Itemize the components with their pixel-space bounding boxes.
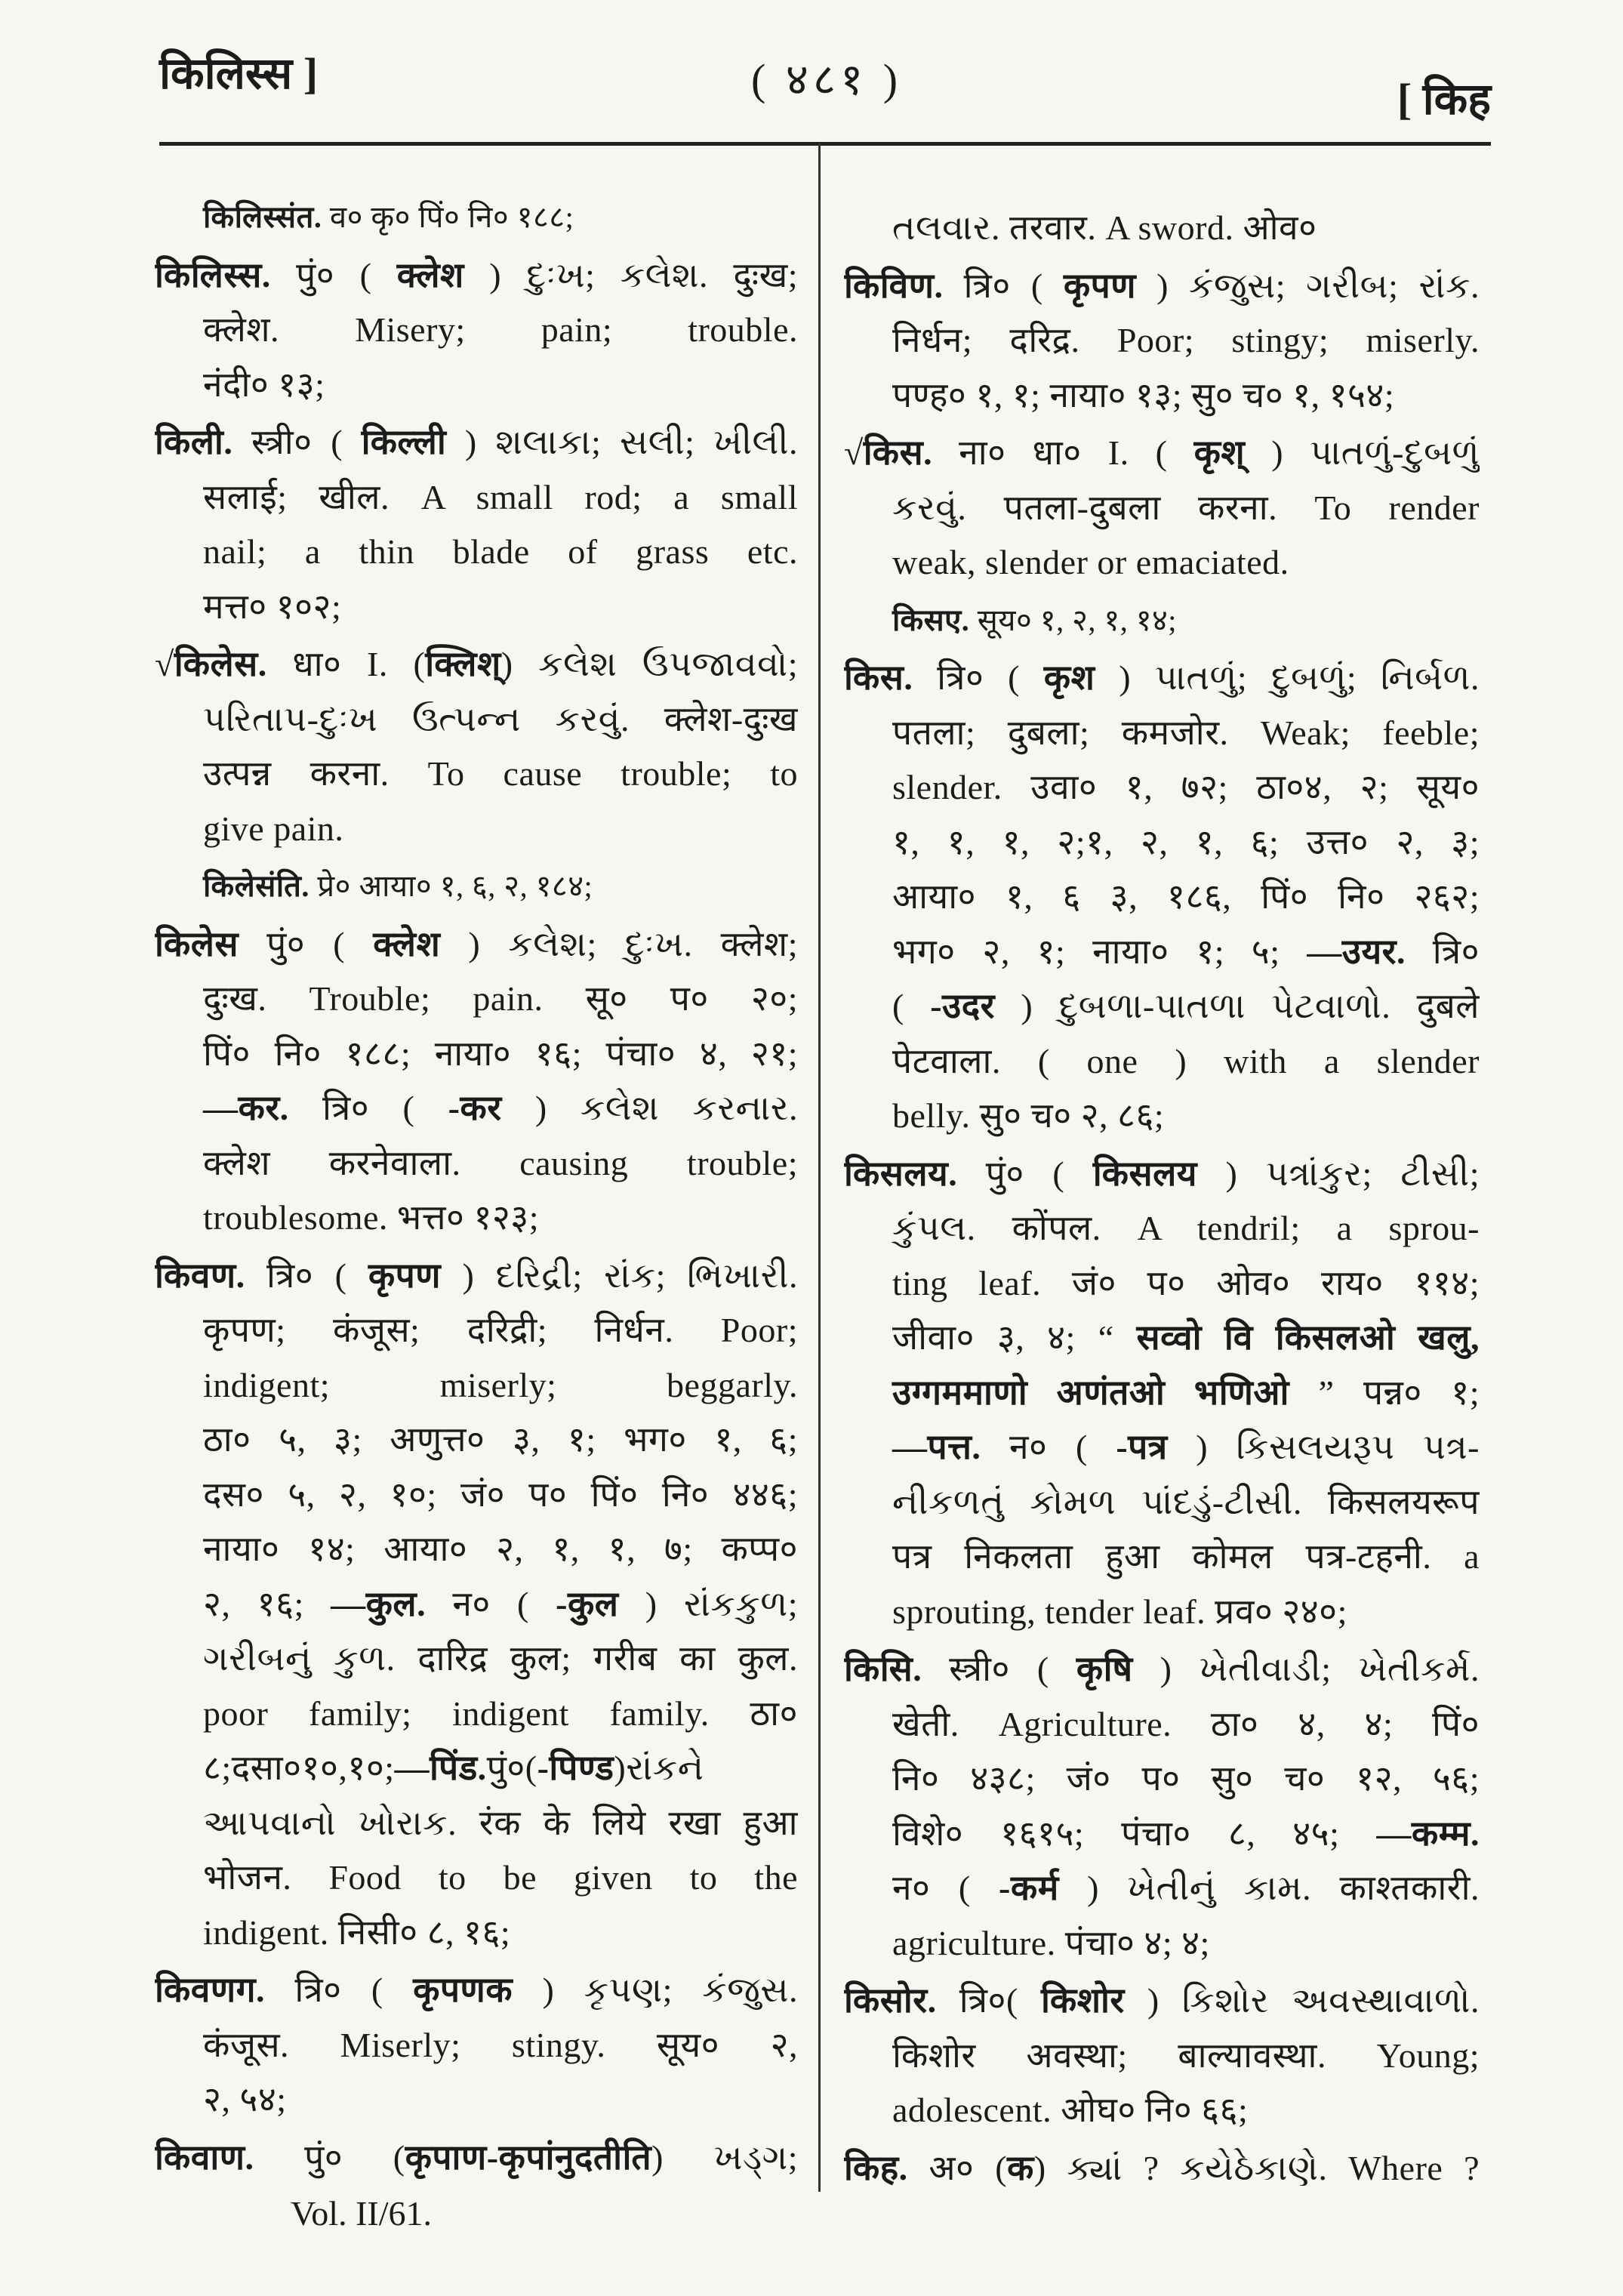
entry-text: त्रि० (	[264, 1971, 414, 2009]
entry-line	[844, 481, 1480, 536]
entry-text: त्रि० (	[288, 1089, 448, 1127]
entry-line	[844, 870, 1480, 925]
headword: किलिस्संत.	[203, 200, 322, 234]
bold-term: कृपण	[1063, 266, 1137, 305]
entry-text: ) દરિદ્રી; રાંક; ભિખારી.	[441, 1256, 798, 1295]
entry-text: ) પાતળું; દુબળું; નિર્બળ.	[1095, 658, 1480, 697]
entry-text: ) કલેશ ઉપજાવવો;	[500, 645, 798, 683]
entry-text: sprouting, tender leaf. प्रव० २४०;	[892, 1592, 1347, 1631]
entry-text: मत्त० १०२;	[203, 587, 342, 626]
entry-text: ) દુઃખ; કલેશ. दुःख;	[463, 255, 798, 294]
entry-text: નીકળતું કોમળ પાંદડું-ટીસી. किसलयरूप	[892, 1482, 1480, 1521]
entry-text: nail; a thin blade of grass etc.	[203, 532, 798, 571]
entry-line	[155, 802, 798, 857]
entry-text: slender. उवा० १, ७२; ठा०४, २; सूय०	[892, 768, 1480, 806]
entry-line	[155, 1358, 798, 1413]
bold-term: कृषि	[1076, 1650, 1133, 1688]
bold-term: -उदर	[930, 987, 995, 1025]
headword: √किलेस.	[155, 645, 267, 683]
entry-text: ८;दसा०१०,१०;	[203, 1749, 395, 1787]
entry-text: पुं०(	[486, 1749, 537, 1787]
entry-text: खेती. Agriculture. ठा० ४, ४; पिं०	[892, 1704, 1480, 1743]
dictionary-entry	[844, 1147, 1480, 1640]
bold-term: —पत्त.	[892, 1428, 981, 1466]
entry-text: give pain.	[203, 809, 344, 848]
entry-line	[155, 1851, 798, 1906]
entry-line	[155, 1468, 798, 1523]
entry-text: पेटवाला. ( one ) with a slender	[892, 1041, 1480, 1080]
bold-term: कृपणक	[413, 1971, 513, 2009]
entry-line	[155, 470, 798, 525]
dictionary-entry	[155, 1963, 798, 2128]
entry-text: जीवा० ३, ४; “	[892, 1318, 1137, 1357]
bold-term: उग्गममाणो अणंतओ भणिओ	[892, 1373, 1289, 1412]
entry-line	[155, 580, 798, 635]
entry-line	[155, 358, 798, 413]
headword: किसोर.	[844, 1981, 937, 2020]
entry-text: agriculture. पंचा० ४; ४;	[892, 1923, 1210, 1962]
entry-line	[844, 1642, 1480, 1697]
headword: किसए.	[892, 603, 970, 637]
entry-text: ) કંજુસ; ગરીબ; રાંક.	[1136, 266, 1480, 305]
entry-text: व० कृ० पिं० नि० १८८;	[322, 200, 574, 234]
entry-text: adolescent. ओघ० नि० ६६;	[892, 2091, 1249, 2129]
headword: किविण.	[844, 266, 944, 305]
headword: √किस.	[844, 433, 933, 472]
entry-line	[155, 1303, 798, 1358]
bold-term: -कुल	[556, 1584, 619, 1623]
bold-term: -कर्म	[999, 1869, 1059, 1907]
entry-line	[155, 859, 798, 914]
derived-form	[155, 190, 798, 245]
entry-text: ) કલેશ કરનાર.	[501, 1089, 798, 1127]
entry-text: त्रि०(	[936, 1981, 1041, 2020]
entry-text: आया० १, ६ ३, १८६, पिं० नि० २६२;	[892, 877, 1480, 916]
entry-text: (	[892, 987, 931, 1025]
entry-text: ) કિશોર અવસ્થાવાળો.	[1124, 1981, 1480, 2020]
entry-line	[155, 917, 798, 972]
entry-text: ગરીબનું કુળ. दारिद्र कुल; गरीब का कुल.	[203, 1639, 798, 1678]
entry-text: ) ખડ્ગ;	[651, 2137, 798, 2177]
entry-text: ठा० ५, ३; अणुत्त० ३, १; भग० १, ६;	[203, 1420, 798, 1459]
entry-line	[155, 1191, 798, 1246]
entry-line	[155, 415, 798, 470]
entry-text: पतला; दुबला; कमजोर. Weak; feeble;	[892, 713, 1480, 752]
entry-text: न० (	[892, 1869, 999, 1907]
headword: किवाण.	[155, 2137, 254, 2177]
entry-line	[155, 2131, 798, 2186]
entry-line	[844, 1807, 1480, 1862]
bold-term: कृपाण-कृपांनुदतीति	[405, 2137, 652, 2177]
entry-line	[844, 1752, 1480, 1807]
entry-text: नंदी० १३;	[203, 365, 325, 404]
dictionary-entry	[844, 2141, 1480, 2196]
derived-form	[844, 593, 1480, 649]
dictionary-entry	[844, 1642, 1480, 1971]
entry-text: આપવાનો ખોરાક. रंक के लिये रखा हुआ	[203, 1803, 798, 1842]
bold-term: क्लेश	[373, 924, 441, 963]
bold-term: क	[1007, 2148, 1034, 2187]
entry-text: poor family; indigent family. ठा०	[203, 1693, 798, 1733]
entry-text: २, १६;	[203, 1584, 331, 1623]
dictionary-entry	[844, 426, 1480, 590]
entry-line	[844, 1585, 1480, 1640]
headword: किह.	[844, 2148, 908, 2187]
entry-line	[844, 1089, 1480, 1144]
entry-line	[844, 2141, 1480, 2196]
entry-line	[155, 1687, 798, 1742]
entry-line	[155, 692, 798, 747]
entry-line	[155, 1249, 798, 1304]
entry-line	[155, 637, 798, 692]
entry-text: त्रि०	[1406, 932, 1480, 971]
bold-term: कृश	[1043, 658, 1095, 697]
bold-term: किसलय	[1092, 1154, 1197, 1193]
headword: किसलय.	[844, 1154, 958, 1193]
entry-text: प्रे० आया० १, ६, २, १८४;	[309, 869, 593, 903]
entry-line	[844, 1147, 1480, 1202]
headword: किवण.	[155, 1256, 245, 1295]
entry-text: ” पन्न० १;	[1289, 1373, 1480, 1412]
column-divider	[818, 143, 821, 2192]
entry-text: अ० (	[907, 2148, 1008, 2187]
entry-line	[844, 1475, 1480, 1530]
entry-text: ) ખેતીનું કામ. काश्तकारी.	[1058, 1869, 1480, 1907]
dictionary-entry	[155, 248, 798, 413]
entry-text: troublesome. भत्त० १२३;	[203, 1198, 539, 1237]
entry-line	[155, 248, 798, 304]
entry-text: पुं० (	[270, 255, 397, 294]
entry-text: क्लेश करनेवाला. causing trouble;	[203, 1143, 798, 1182]
entry-text: पुं० (	[254, 2137, 405, 2177]
bold-term: -कर	[448, 1089, 502, 1127]
entry-text: ना० धा० I. (	[932, 433, 1194, 472]
entry-line	[844, 651, 1480, 706]
running-head-first-word: किलिस्स ]	[159, 49, 319, 98]
bold-term: -पत्र	[1116, 1428, 1168, 1466]
entry-line	[844, 1974, 1480, 2029]
bold-term: कृपण	[368, 1256, 442, 1295]
entry-line	[844, 1201, 1480, 1256]
left-column	[155, 190, 798, 2185]
entry-text: ) કૃપણ; કંજુસ.	[513, 1971, 798, 2009]
entry-line	[844, 593, 1480, 649]
entry-text: पत्र निकलता हुआ कोमल पत्र-टहनी. a	[892, 1537, 1480, 1576]
entry-line	[844, 368, 1480, 424]
dictionary-entry	[155, 917, 798, 1246]
entry-text: ) દુબળા-પાતળા પેટવાળો. दुबले	[994, 987, 1480, 1025]
entry-line	[844, 1256, 1480, 1311]
entry-text: न० (	[981, 1428, 1116, 1466]
entry-text: भग० २, १; नाया० १; ५;	[892, 932, 1307, 971]
entry-text: belly. सु० च० २, ८६;	[892, 1096, 1165, 1135]
entry-line	[844, 259, 1480, 314]
entry-text: १, १, १, २;१, २, १, ६; उत्त० २, ३;	[892, 822, 1480, 861]
entry-line	[844, 760, 1480, 815]
entry-line	[155, 1632, 798, 1687]
entry-text: त्रि० (	[245, 1256, 368, 1295]
entry-text: पिं० नि० १८८; नाया० १६; पंचा० ४, २१;	[203, 1034, 798, 1073]
entry-text: न० (	[426, 1584, 556, 1623]
entry-text: ) કલેશ; દુઃખ. क्लेश;	[440, 924, 798, 963]
entry-text: ) કિસલયરૂપ પત્ર-	[1167, 1428, 1480, 1466]
entry-line	[844, 1697, 1480, 1752]
dictionary-entry	[155, 1249, 798, 1961]
entry-text: २, ५४;	[203, 2080, 287, 2119]
bold-term: क्लिश्	[425, 645, 501, 683]
bold-term: किशोर	[1040, 1981, 1125, 2020]
entry-line	[844, 979, 1480, 1034]
entry-line	[844, 1916, 1480, 1971]
entry-text: पण्ह० १, १; नाया० १३; सु० च० १, १५४;	[892, 375, 1395, 415]
entry-text: કરવું. पतला-दुबला करना. To render	[892, 488, 1480, 527]
entry-line	[155, 525, 798, 580]
entry-text: ) પત્રાંકુર; ટીસી;	[1196, 1154, 1480, 1193]
entry-text: क्लेश. Misery; pain; trouble.	[203, 310, 798, 349]
entry-line	[155, 972, 798, 1027]
entry-line	[844, 1034, 1480, 1089]
entry-text: उत्पन्न करना. To cause trouble; to	[203, 754, 798, 793]
headword: किवणग.	[155, 1971, 265, 2009]
bold-term: सव्वो वि किसलओ खलु,	[1136, 1318, 1480, 1357]
entry-line	[155, 1963, 798, 2018]
entry-text: सलाई; खील. A small rod; a small	[203, 477, 798, 516]
bold-term: -पिण्ड	[537, 1749, 614, 1787]
bold-term: —कर.	[203, 1089, 289, 1127]
right-column	[844, 201, 1480, 2196]
entry-text: તલવાર. तरवार. A sword. ओव०	[892, 208, 1317, 247]
entry-text: weak, slender or emaciated.	[892, 543, 1289, 581]
entry-text: स्त्री० (	[233, 423, 362, 461]
entry-line	[155, 303, 798, 358]
entry-line	[844, 1366, 1480, 1421]
bold-term: —पिंड.	[394, 1749, 487, 1787]
bold-term: —कम्म.	[1376, 1814, 1480, 1853]
bold-term: —कुल.	[331, 1584, 427, 1623]
headword: किलिस्स.	[155, 255, 271, 294]
entry-line	[155, 1906, 798, 1961]
entry-line	[155, 1081, 798, 1136]
entry-line	[844, 1530, 1480, 1585]
entry-text: पुं० (	[957, 1154, 1093, 1193]
bold-term: कृश्	[1193, 433, 1246, 472]
entry-line	[844, 815, 1480, 871]
entry-text: ) પાતળું-દુબળું	[1245, 433, 1480, 472]
entry-line	[844, 201, 1480, 256]
entry-text: ) ક્યાં ? કયેઠેકાણે. Where ?	[1033, 2148, 1480, 2187]
entry-text: नाया० १४; आया० २, १, १, ७; कप्प०	[203, 1530, 798, 1568]
entry-line	[155, 1413, 798, 1468]
headword: किसि.	[844, 1650, 922, 1688]
header-rule	[159, 142, 1491, 146]
entry-text: दस० ५, २, १०; जं० प० पिं० नि० ४४६;	[203, 1475, 798, 1514]
dictionary-entry	[155, 2131, 798, 2186]
entry-line	[155, 747, 798, 802]
entry-text: ) શલાકા; સલી; ખીલી.	[446, 423, 798, 461]
entry-line	[155, 1136, 798, 1191]
entry-text: )રાંકને	[614, 1749, 704, 1787]
dictionary-entry	[844, 1974, 1480, 2138]
entry-text: निर्धन; दरिद्र. Poor; stingy; miserly.	[892, 321, 1480, 359]
headword: किलेसंति.	[203, 869, 310, 903]
entry-line	[844, 1420, 1480, 1475]
headword: किली.	[155, 423, 233, 461]
dictionary-entry	[844, 259, 1480, 424]
entry-text: ) ખેતીવાડી; ખેતીકર્મ.	[1132, 1650, 1480, 1688]
entry-line	[844, 706, 1480, 761]
bold-term: किल्ली	[361, 423, 447, 461]
entry-text: स्त्री० (	[922, 1650, 1076, 1688]
entry-text: विशे० १६१५; पंचा० ८, ४५;	[892, 1814, 1377, 1853]
bold-term: क्लेश	[396, 255, 464, 294]
entry-line	[155, 1577, 798, 1632]
entry-text: धा० I. (	[266, 645, 426, 683]
entry-text: कंजूस. Miserly; stingy. सूय० २,	[203, 2025, 798, 2064]
entry-text: ting leaf. जं० प० ओव० राय० ११४;	[892, 1263, 1480, 1302]
entry-text: किशोर अवस्था; बाल्यावस्था. Young;	[892, 2036, 1480, 2075]
entry-line	[844, 2029, 1480, 2084]
entry-text: indigent. निसी० ८, १६;	[203, 1912, 511, 1952]
headword: किस.	[844, 658, 913, 697]
entry-line	[155, 2018, 798, 2073]
entry-line	[844, 2083, 1480, 2138]
entry-text: पुं० (	[239, 924, 374, 963]
page-number: ( ४८१ )	[750, 55, 903, 104]
entry-line	[155, 1796, 798, 1851]
entry-text: પરિતાપ-દુઃખ ઉત્પન્ન કરવું. क्लेश-दुःख	[203, 699, 798, 738]
running-head-last-word: [ किह	[1397, 75, 1491, 124]
entry-line	[844, 925, 1480, 980]
entry-line	[844, 426, 1480, 481]
entry-text: त्रि० (	[943, 266, 1064, 305]
dictionary-entry	[844, 201, 1480, 256]
headword: किलेस	[155, 924, 239, 963]
entry-line	[155, 1027, 798, 1082]
dictionary-entry	[844, 651, 1480, 1144]
entry-text: ) રાંકકુળ;	[618, 1584, 798, 1623]
entry-text: त्रि० (	[913, 658, 1044, 697]
entry-text: कृपण; कंजूस; दरिद्री; निर्धन. Poor;	[203, 1311, 798, 1349]
entry-text: सूय० १, २, १, १४;	[969, 603, 1177, 637]
entry-line	[844, 1861, 1480, 1916]
bold-term: —उयर.	[1307, 932, 1406, 971]
dictionary-entry	[155, 637, 798, 856]
volume-signature: Vol. II/61.	[291, 2194, 432, 2233]
entry-text: भोजन. Food to be given to the	[203, 1858, 798, 1897]
derived-form	[155, 859, 798, 914]
entry-text: કુંપલ. कोंपल. A tendril; a sprou-	[892, 1209, 1480, 1247]
entry-line	[155, 2073, 798, 2128]
entry-text: नि० ४३८; जं० प० सु० च० १२, ५६;	[892, 1759, 1480, 1798]
entry-text: दुःख. Trouble; pain. सू० प० २०;	[203, 979, 798, 1018]
entry-text: indigent; miserly; beggarly.	[203, 1365, 798, 1404]
dictionary-entry	[155, 415, 798, 634]
entry-line	[844, 535, 1480, 590]
entry-line	[155, 190, 798, 245]
entry-line	[844, 313, 1480, 368]
entry-line	[155, 1741, 798, 1796]
entry-line	[155, 1522, 798, 1577]
entry-line	[844, 1311, 1480, 1366]
